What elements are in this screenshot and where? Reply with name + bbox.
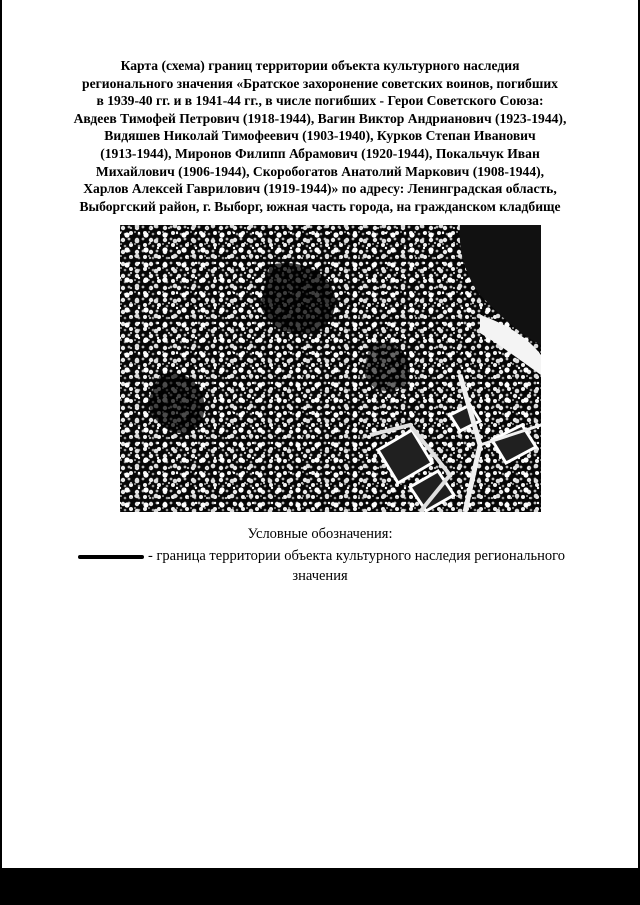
title-line: Выборгский район, г. Выборг, южная часть города, на гражданском кладбище: [79, 198, 561, 214]
title-line: (1913-1944), Миронов Филипп Абрамович (1920-1944), Покальчук Иван: [100, 145, 540, 161]
scan-bottom-border: [0, 868, 640, 905]
title-line: Михайлович (1906-1944), Скоробогатов Анатолий Маркович (1908-1944),: [95, 163, 545, 179]
legend-item-label-continued: значения: [292, 568, 348, 584]
page-left-border: [0, 0, 2, 868]
title-line: Карта (схема) границ территории объекта культурного наследия: [120, 58, 520, 73]
title-line: Авдеев Тимофей Петрович (1918-1944), Вагин Виктор Андрианович (1923-1944),: [73, 110, 567, 126]
legend-item-label: - граница территории объекта культурного наследия регионального: [148, 548, 565, 564]
title-line: регионального значения «Братское захоронение советских воинов, погибших: [82, 75, 558, 91]
boundary-line-swatch: [78, 555, 144, 559]
title-line: Харлов Алексей Гаврилович (1919-1944)» по адресу: Ленинградская область,: [83, 181, 557, 197]
aerial-map-image: [120, 225, 541, 512]
legend-heading: Условные обозначения:: [247, 526, 393, 542]
map-title: [50, 57, 590, 215]
title-line: Видяшев Николай Тимофеевич (1903-1940), Курков Степан Иванович: [104, 128, 536, 144]
aerial-photo-graphic: [120, 225, 541, 512]
title-line: в 1939-40 гг. и в 1941-44 гг., в числе погибших - Герои Советского Союза:: [96, 93, 544, 109]
